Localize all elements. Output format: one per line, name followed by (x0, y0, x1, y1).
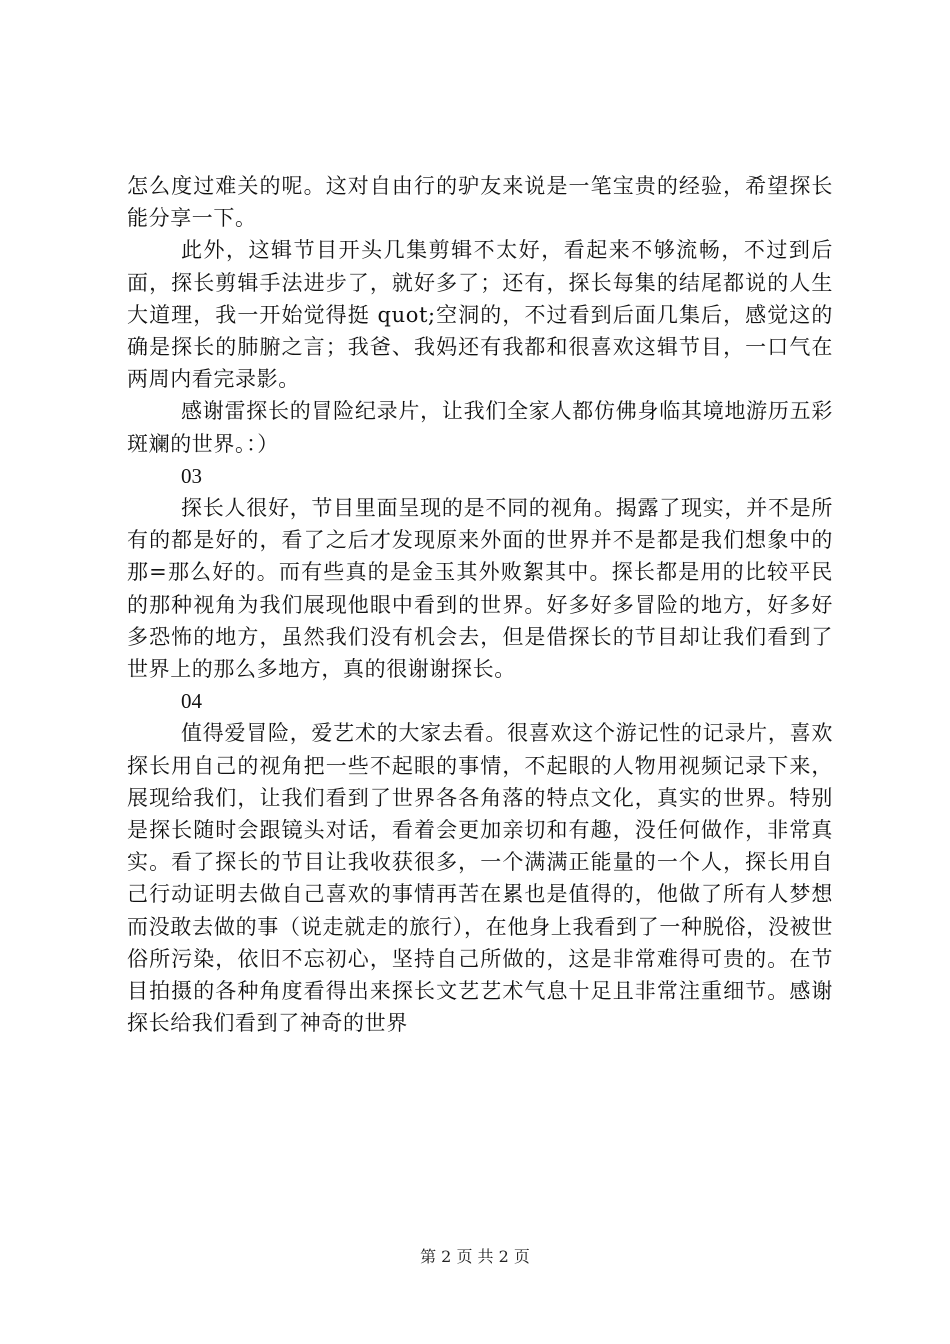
page-footer: 第 2 页 共 2 页 (420, 1247, 530, 1266)
paragraph-4: 探长人很好，节目里面呈现的是不同的视角。揭露了现实，并不是所有的都是好的，看了之后才发现原来外面的世界并不是都是我们想象中的那=那么好的。而有些真的是金玉其外败絮其中。探长都是用的比较平民的那种视角为我们展现他眼中看到的世界。好多好多冒险的地方，好多好多恐怖的地方，虽然我们没有机会去，但是借探长的节目却让我们看到了世界上的那么多地方，真的很谢谢探长。 (127, 496, 833, 682)
paragraph-1: 怎么度过难关的呢。这对自由行的驴友来说是一笔宝贵的经验，希望探长能分享一下。 (127, 174, 833, 231)
section-number-04: 04 (181, 689, 202, 714)
paragraph-2: 此外，这辑节目开头几集剪辑不太好，看起来不够流畅，不过到后面，探长剪辑手法进步了，就好多了；还有，探长每集的结尾都说的人生大道理，我一开始觉得挺 quot;空洞的，不过看到后面几集后，感觉这的确是探长的肺腑之言；我爸、我妈还有我都和很喜欢这辑节目，一口气在两周内看完录影。 (127, 238, 833, 392)
paragraph-5: 值得爱冒险，爱艺术的大家去看。很喜欢这个游记性的记录片，喜欢探长用自己的视角把一些不起眼的事情，不起眼的人物用视频记录下来，展现给我们，让我们看到了世界各各角落的特点文化，真实的世界。特别是探长随时会跟镜头对话，看着会更加亲切和有趣，没任何做作，非常真实。看了探长的节目让我收获很多，一个满满正能量的一个人，探长用自己行动证明去做自己喜欢的事情再苦在累也是值得的，他做了所有人梦想而没敢去做的事（说走就走的旅行），在他身上我看到了一种脱俗，没被世俗所污染，依旧不忘初心，坚持自己所做的，这是非常难得可贵的。在节目拍摄的各种角度看得出来探长文艺艺术气息十足且非常注重细节。感谢探长给我们看到了神奇的世界 (127, 721, 833, 1036)
paragraph-3: 感谢雷探长的冒险纪录片，让我们全家人都仿佛身临其境地游历五彩斑斓的世界。：） (127, 399, 833, 456)
document-body (127, 170, 833, 1039)
section-number-03: 03 (181, 463, 202, 488)
